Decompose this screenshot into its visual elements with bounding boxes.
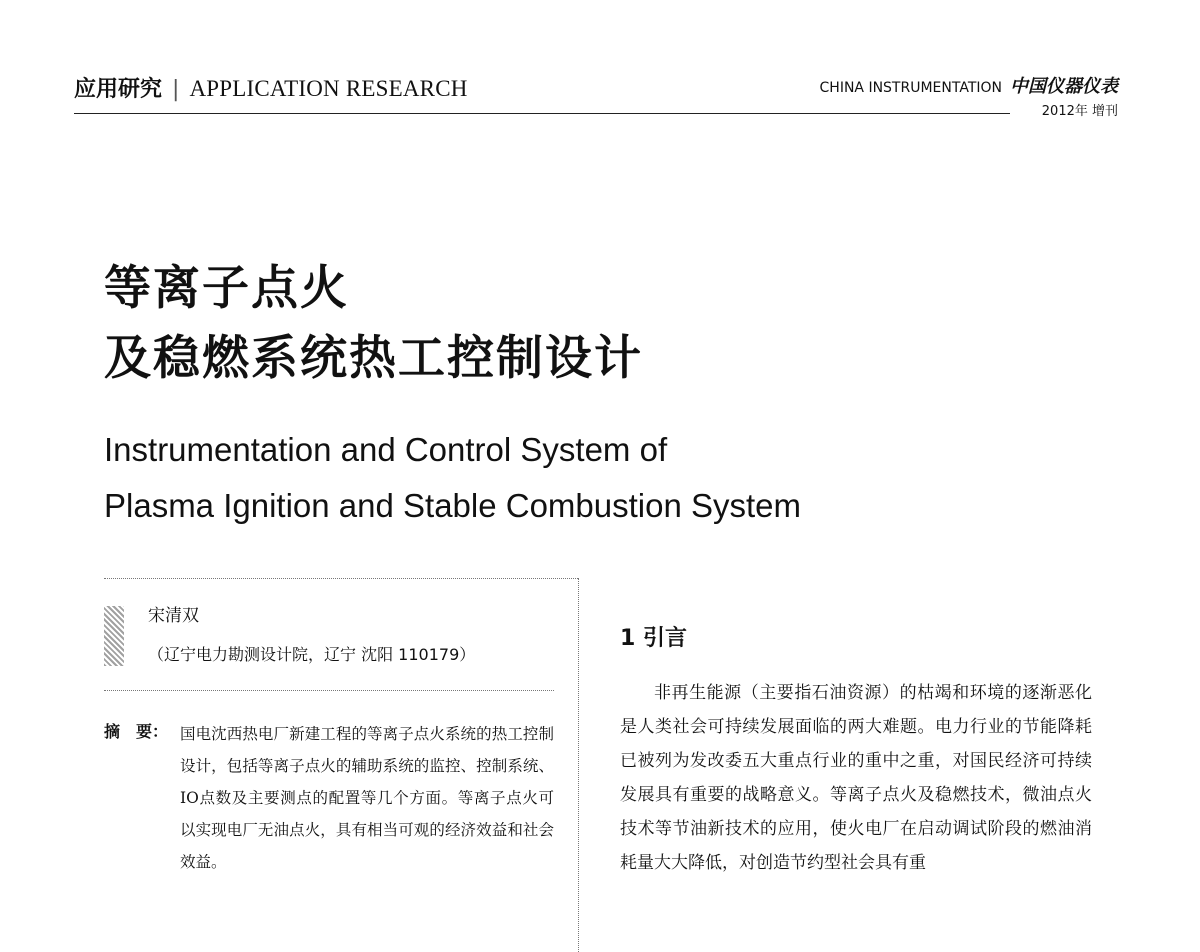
- section-heading-introduction: 1 引言: [620, 626, 687, 651]
- author-affiliation: （辽宁电力勘测设计院，辽宁 沈阳 110179）: [148, 645, 476, 664]
- abstract-text: 国电沈西热电厂新建工程的等离子点火系统的热工控制设计，包括等离子点火的辅助系统的监控、控制系统、IO点数及主要测点的配置等几个方面。等离子点火可以实现电厂无油点火，具有相当可观的经济效益和社会效益。: [180, 725, 554, 871]
- journal-name-en: CHINA INSTRUMENTATION: [819, 80, 1002, 96]
- section-label-en: APPLICATION RESEARCH: [189, 76, 468, 101]
- section-label-cn: 应用研究: [74, 77, 163, 102]
- header-rule: [74, 113, 1010, 114]
- journal-title: [820, 76, 1118, 99]
- author-divider-rule: [104, 690, 554, 691]
- title-en: [104, 422, 801, 534]
- title-cn: [104, 254, 643, 394]
- abstract-box-top-rule: [104, 578, 578, 579]
- header-separator: |: [172, 77, 180, 102]
- journal-name-cn: 中国仪器仪表: [1010, 76, 1118, 97]
- title-en-line2: Plasma Ignition and Stable Combustion System: [104, 487, 802, 524]
- title-en-line1: Instrumentation and Control System of: [104, 431, 668, 468]
- journal-issue: 2012年 增刊: [1041, 104, 1118, 119]
- title-cn-line2: 及稳燃系统热工控制设计: [104, 331, 643, 386]
- running-header-journal: [820, 76, 1118, 121]
- abstract-label: 摘 要：: [104, 722, 169, 741]
- introduction-paragraph: 非再生能源（主要指石油资源）的枯竭和环境的逐渐恶化是人类社会可持续发展面临的两大难题。电力行业的节能降耗已被列为发改委五大重点行业的重中之重，对国民经济可持续发展具有重要的战略意义。等离子点火及稳燃技术，微油点火技术等节油新技术的应用，使火电厂在启动调试阶段的燃油消耗量大大降低，对创造节约型社会具有重: [620, 683, 1092, 873]
- author-ornament-icon: [104, 606, 124, 666]
- title-cn-line1: 等离子点火: [104, 261, 349, 316]
- running-header-section: [74, 74, 468, 105]
- author-name: 宋清双: [148, 606, 199, 626]
